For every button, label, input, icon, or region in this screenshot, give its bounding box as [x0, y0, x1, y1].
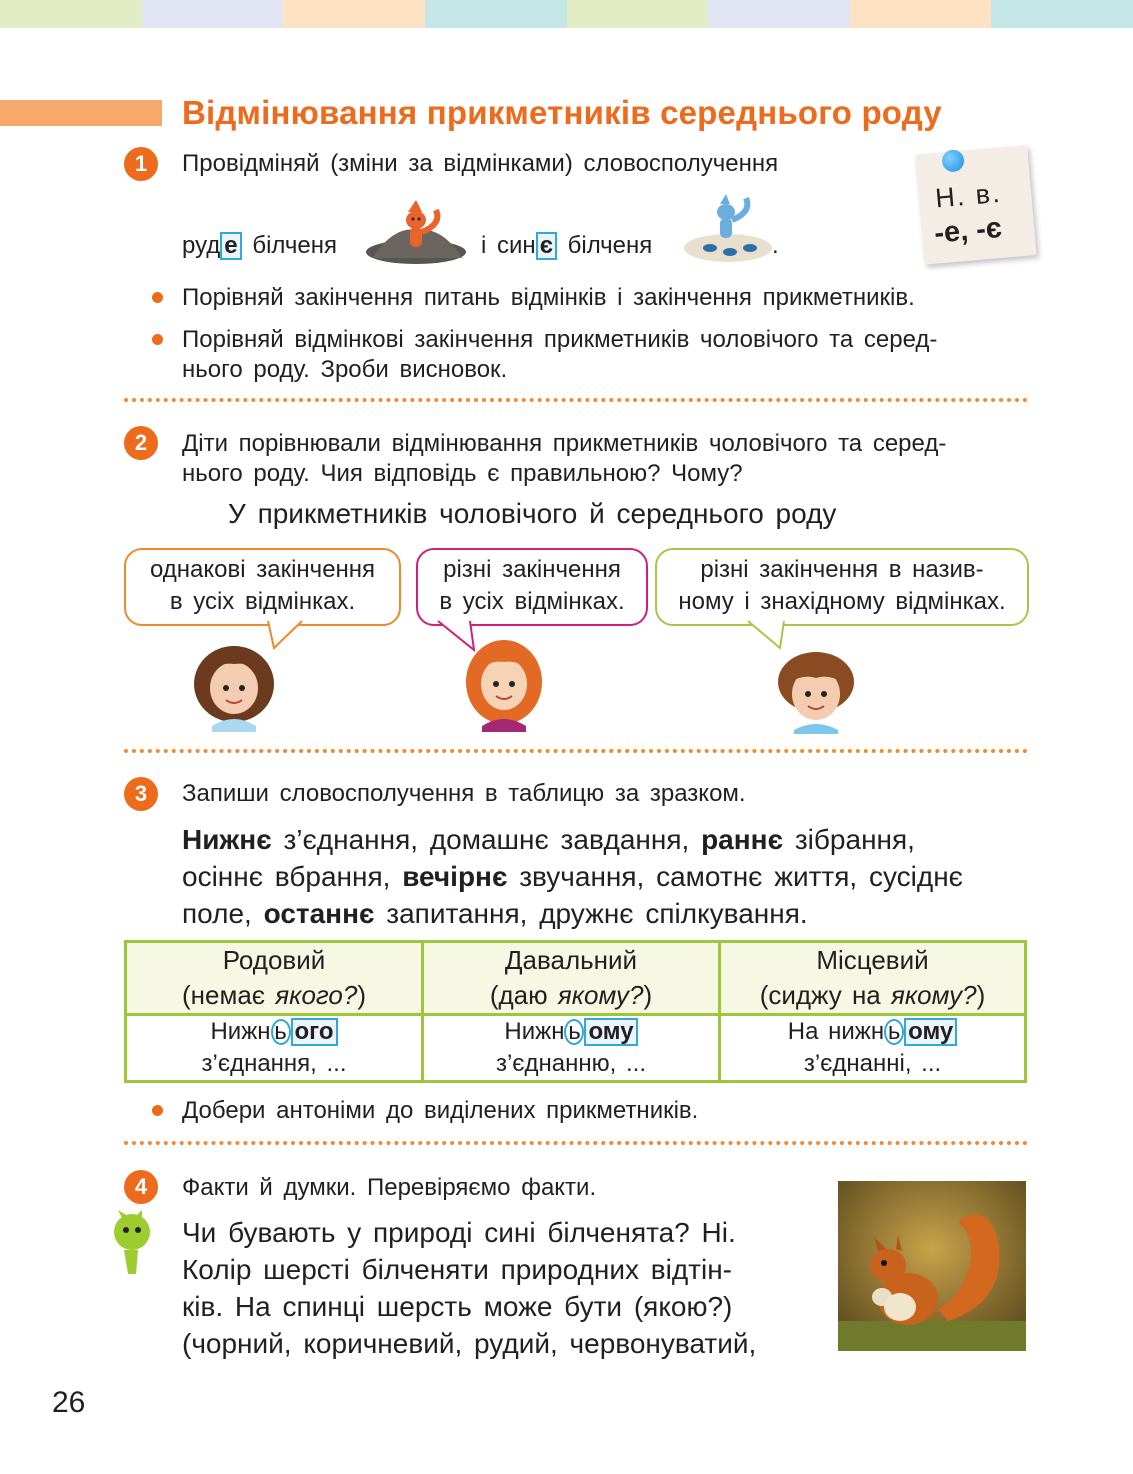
- task3-words-line-1: [182, 821, 915, 859]
- case-name: Родовий: [222, 945, 326, 975]
- task1-instruction: Провідміняй (зміни за відмінками) словосполучення: [182, 150, 779, 177]
- task2-heading: У прикметників чоловічого й середнього роду: [228, 498, 837, 529]
- phrase2-noun: білченя: [567, 232, 653, 259]
- task-number-4: 4: [124, 1170, 158, 1204]
- bullet-dot: [152, 292, 163, 303]
- bold-adjective: Нижнє: [182, 824, 272, 855]
- task4-line-4: (чорний, коричневий, рудий, червонуватий,: [182, 1328, 757, 1359]
- sample-noun: з’єднанню, ...: [495, 1050, 647, 1077]
- speech-bubble-2: [416, 548, 648, 626]
- strip-segment: [991, 0, 1133, 28]
- girl-dark-hair-avatar: [188, 640, 280, 732]
- table-cell: [720, 1015, 1026, 1082]
- task3-instruction: Запиши словосполучення в таблицю за зразком.: [182, 780, 746, 807]
- task4-line-2: Колір шерсті білченяти природних відтін-: [182, 1254, 733, 1285]
- strip-segment: [850, 0, 992, 28]
- task1-bullet-1: Порівняй закінчення питань відмінків і закінчення прикметників.: [182, 284, 915, 311]
- title-accent-bar: [0, 100, 162, 126]
- bubble3-line-2: ному і знахідному відмінках.: [678, 588, 1006, 615]
- speech-bubble-3: [655, 548, 1029, 626]
- section-divider: [124, 1141, 1028, 1145]
- strip-segment: [283, 0, 425, 28]
- phrase2-ending: є: [536, 232, 557, 260]
- section-divider: [124, 749, 1028, 753]
- bubble-tail: [744, 620, 790, 650]
- table-row: [126, 1015, 1026, 1082]
- strip-segment: [0, 0, 142, 28]
- speech-bubble-1: [124, 548, 401, 626]
- table-header-cell: [126, 942, 423, 1015]
- bold-adjective: вечірнє: [402, 861, 508, 892]
- bullet-dot: [152, 1105, 163, 1116]
- table-cell: [126, 1015, 423, 1082]
- pin-icon: [941, 149, 965, 173]
- bubble2-line-2: в усіх відмінках.: [439, 588, 625, 615]
- boy-curly-hair-avatar: [772, 648, 860, 734]
- case-question: (сиджу на якому?): [759, 980, 986, 1010]
- fox-cub-illustration: [364, 192, 468, 264]
- ending-note-card: [915, 145, 1036, 264]
- strip-segment: [142, 0, 284, 28]
- green-mascot-icon: [108, 1210, 156, 1278]
- bold-adjective: останнє: [263, 898, 375, 929]
- note-line-1: Н. в.: [933, 177, 1003, 214]
- bubble1-line-1: однакові закінчення: [149, 556, 376, 583]
- table-cell: [423, 1015, 720, 1082]
- case-question: (даю якому?): [489, 980, 653, 1010]
- task4-line-3: ків. На спинці шерсть може бути (якою?): [182, 1291, 733, 1322]
- strip-segment: [708, 0, 850, 28]
- strip-segment: [567, 0, 709, 28]
- sample-adjective: На нижн ь ому: [721, 1016, 1024, 1048]
- blue-fox-cub-illustration: [680, 190, 776, 266]
- top-color-strip: [0, 0, 1133, 28]
- note-line-2: -е, -є: [932, 211, 1004, 250]
- phrase1-ending: е: [220, 232, 241, 260]
- sample-adjective: Нижн ь ому: [424, 1016, 718, 1048]
- word-list-text: звучання, самотнє життя, сусіднє: [507, 861, 963, 892]
- word-list-text: з’єднання, домашнє завдання,: [271, 824, 702, 855]
- table-header-cell: [423, 942, 720, 1015]
- bullet-dot: [152, 334, 163, 345]
- task-number-2: 2: [124, 426, 158, 460]
- sample-noun: з’єднанні, ...: [803, 1050, 942, 1077]
- task1-bullet-2-line2: нього роду. Зроби висновок.: [182, 356, 508, 383]
- sample-noun: з’єднання, ...: [201, 1050, 347, 1077]
- task3-words-line-2: [182, 858, 963, 896]
- phrase-rude: [182, 230, 337, 262]
- bubble2-line-1: різні закінчення: [443, 556, 621, 583]
- task3-bullet: Добери антоніми до виділених прикметників.: [182, 1097, 699, 1124]
- bubble1-line-2: в усіх відмінках.: [169, 588, 356, 615]
- task2-line-2: нього роду. Чия відповідь є правильною? Чому?: [182, 460, 743, 487]
- case-name: Місцевий: [816, 945, 929, 975]
- word-list-text: осіннє вбрання,: [182, 861, 403, 892]
- word-list-text: зібрання,: [783, 824, 915, 855]
- page-title: Відмінювання прикметників середнього роду: [182, 94, 942, 131]
- case-table: [124, 940, 1027, 1083]
- word-list-text: запитання, дружнє спілкування.: [374, 898, 808, 929]
- phrase1-noun: білченя: [252, 232, 337, 259]
- task1-bullet-2-line1: Порівняй відмінкові закінчення прикметників чоловічого та серед-: [182, 326, 938, 353]
- table-header-row: [126, 942, 1026, 1015]
- girl-red-hair-avatar: [462, 636, 548, 732]
- page-number: 26: [52, 1386, 86, 1419]
- section-divider: [124, 398, 1028, 402]
- task-number-1: 1: [124, 147, 158, 181]
- bubble3-line-1: різні закінчення в назив-: [700, 556, 984, 583]
- sample-adjective: Нижн ь ого: [127, 1016, 421, 1048]
- word-list-text: поле,: [182, 898, 264, 929]
- case-question: (немає якого?): [181, 980, 367, 1010]
- task4-instruction: Факти й думки. Перевіряємо факти.: [182, 1174, 597, 1201]
- task4-line-1: Чи бувають у природі сині білченята? Ні.: [182, 1217, 736, 1248]
- table-header-cell: [720, 942, 1026, 1015]
- conjunction: і: [481, 232, 487, 259]
- case-name: Давальний: [504, 945, 638, 975]
- phrase-syne: [481, 230, 652, 262]
- task-number-3: 3: [124, 777, 158, 811]
- squirrel-photo: [838, 1181, 1026, 1351]
- task2-line-1: Діти порівнювали відмінювання прикметників чоловічого та серед-: [182, 430, 947, 457]
- phrase-period: .: [772, 232, 779, 259]
- strip-segment: [425, 0, 567, 28]
- phrase2-stem: син: [497, 232, 536, 259]
- bold-adjective: раннє: [701, 824, 784, 855]
- task3-words-line-3: [182, 895, 808, 933]
- phrase1-stem: руд: [182, 232, 221, 259]
